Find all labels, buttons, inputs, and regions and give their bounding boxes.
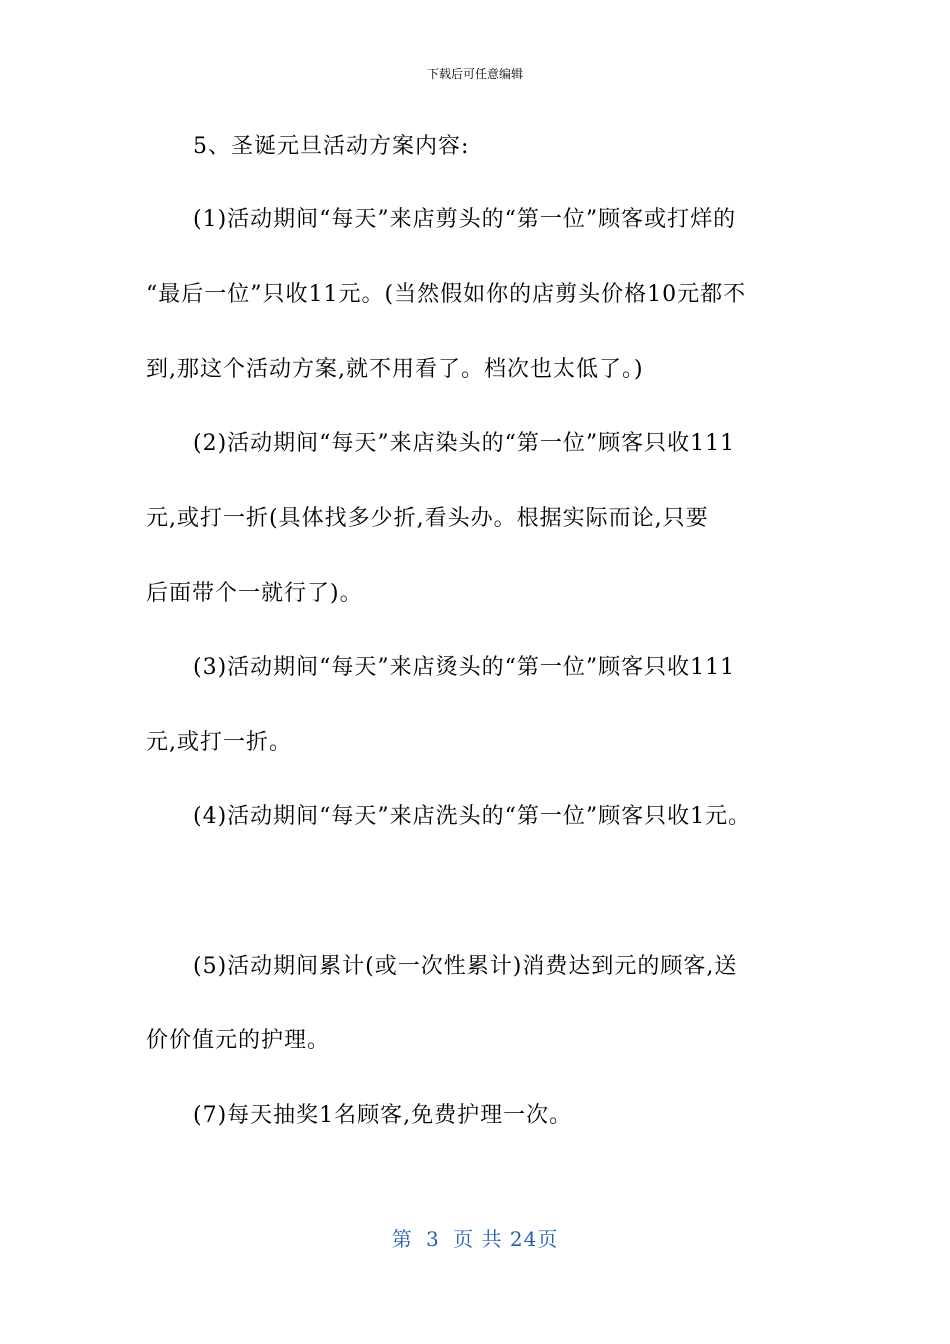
paragraph-line: (5)活动期间累计(或一次性累计)消费达到元的顾客,送: [193, 954, 738, 979]
paragraph-line: 元,或打一折。: [146, 730, 292, 755]
section-heading: 5、圣诞元旦活动方案内容:: [193, 134, 470, 159]
paragraph-line: (7)每天抽奖1名顾客,免费护理一次。: [193, 1103, 573, 1128]
paragraph-line: 价价值元的护理。: [146, 1028, 331, 1053]
footer-prefix: 第: [391, 1227, 413, 1251]
paragraph-line: 后面带个一就行了)。: [146, 581, 363, 606]
paragraph-line: 元,或打一折(具体找多少折,看头办。根据实际而论,只要: [146, 506, 709, 531]
footer-middle: 页 共: [453, 1227, 503, 1251]
paragraph-line: (4)活动期间“每天”来店洗头的“第一位”顾客只收1元。: [193, 804, 752, 829]
paragraph-line: (1)活动期间“每天”来店剪头的“第一位”顾客或打烊的: [193, 207, 737, 232]
paragraph-line: (3)活动期间“每天”来店烫头的“第一位”顾客只收111: [193, 655, 736, 680]
paragraph-line: (2)活动期间“每天”来店染头的“第一位”顾客只收111: [193, 431, 736, 456]
paragraph-line: 到,那这个活动方案,就不用看了。档次也太低了。): [146, 357, 644, 382]
page-header-note: 下载后可任意编辑: [426, 67, 523, 81]
footer-suffix: 页: [537, 1227, 559, 1251]
footer-current-page: 3: [426, 1227, 440, 1251]
footer-total-pages: 24: [509, 1227, 538, 1251]
page-footer: [0, 1226, 950, 1252]
paragraph-line: “最后一位”只收11元。(当然假如你的店剪头价格10元都不: [146, 282, 747, 307]
